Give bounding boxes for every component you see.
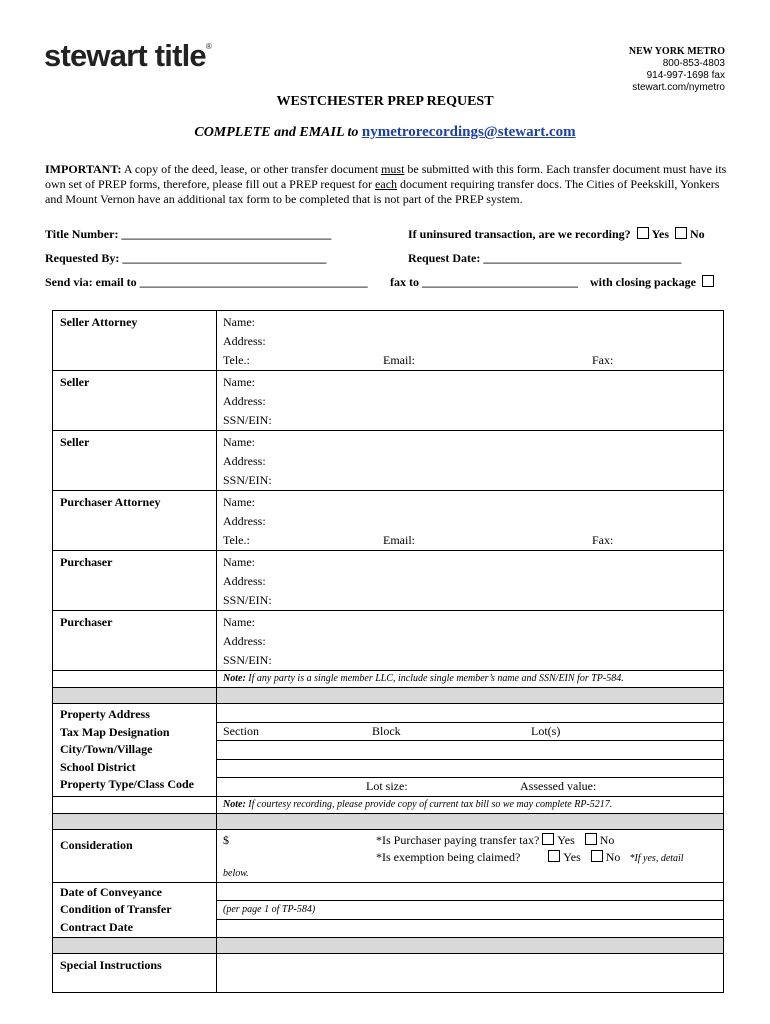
important-text-1: A copy of the deed, lease, or other transfer document bbox=[123, 162, 379, 176]
name-line: Name: bbox=[223, 615, 255, 629]
property-address-field[interactable] bbox=[217, 704, 723, 723]
if-yes-detail-note: *If yes, detail bbox=[629, 852, 684, 864]
gray-cell bbox=[217, 688, 724, 704]
closing-package-checkbox[interactable] bbox=[702, 275, 714, 287]
school-district-field[interactable] bbox=[217, 760, 723, 779]
stewart-title-logo bbox=[44, 38, 211, 74]
address-line: Address: bbox=[223, 394, 266, 408]
party-fields[interactable] bbox=[217, 371, 724, 431]
party-label: Purchaser bbox=[53, 551, 217, 611]
party-row-purchaser-1 bbox=[53, 551, 724, 611]
address-line: Address: bbox=[223, 334, 266, 348]
separator-row bbox=[53, 688, 724, 704]
contract-date-field[interactable] bbox=[217, 920, 723, 938]
exemption-no-checkbox[interactable] bbox=[591, 850, 603, 862]
conveyance-fields[interactable] bbox=[217, 882, 724, 938]
empty-cell bbox=[53, 671, 217, 688]
separator-row bbox=[53, 938, 724, 954]
uninsured-no-checkbox[interactable] bbox=[675, 227, 687, 239]
important-notice bbox=[45, 162, 733, 207]
consideration-row bbox=[53, 829, 724, 882]
logo-text: stewart title bbox=[44, 38, 206, 73]
name-line: Name: bbox=[223, 375, 255, 389]
form-title: WESTCHESTER PREP REQUEST bbox=[276, 94, 494, 109]
important-text-2: be submitted with this form. Each transfer document must have its own set of PREP forms, therefore, please fill out a PREP request for bbox=[45, 162, 727, 191]
exemption-label: *Is exemption being claimed? bbox=[376, 849, 521, 864]
party-row-seller-1 bbox=[53, 371, 724, 431]
note-text: If courtesy recording, please provide copy of current tax bill so we may complete RP-5217. bbox=[248, 798, 613, 810]
contract-date-label: Contract Date bbox=[60, 919, 133, 934]
contact-line bbox=[223, 351, 723, 370]
consideration-line-2 bbox=[223, 849, 723, 866]
registered-mark: ® bbox=[205, 42, 211, 51]
property-labels bbox=[53, 704, 217, 797]
important-text-3: document requiring transfer docs. The Cities of Peekskill, Yonkers and Mount Vernon have an additional tax form to be completed that is not part of the PREP system. bbox=[45, 177, 720, 206]
tele-label: Tele.: bbox=[223, 533, 250, 547]
city-field[interactable] bbox=[217, 741, 723, 760]
property-type-field[interactable] bbox=[217, 778, 723, 796]
city-label: City/Town/Village bbox=[60, 742, 153, 756]
requested-by-field[interactable]: Requested By: __________________________________ bbox=[45, 251, 327, 265]
party-label: Seller bbox=[53, 431, 217, 491]
courtesy-note bbox=[217, 796, 724, 813]
uninsured-yes-checkbox[interactable] bbox=[637, 227, 649, 239]
party-label: Seller bbox=[53, 371, 217, 431]
gray-cell bbox=[217, 813, 724, 829]
consideration-line-1 bbox=[223, 832, 723, 849]
tele-label: Tele.: bbox=[223, 353, 250, 367]
party-row-purchaser-2 bbox=[53, 611, 724, 671]
conveyance-row bbox=[53, 882, 724, 938]
lots-label: Lot(s) bbox=[531, 723, 561, 738]
party-row-seller-attorney bbox=[53, 311, 724, 371]
fax-label: Fax: bbox=[592, 533, 614, 547]
property-fields[interactable] bbox=[217, 704, 724, 797]
name-line: Name: bbox=[223, 315, 255, 329]
llc-note bbox=[217, 671, 724, 688]
special-instructions-label: Special Instructions bbox=[53, 954, 217, 993]
important-label: IMPORTANT: bbox=[45, 162, 122, 176]
closing-package-label: with closing package bbox=[590, 275, 697, 289]
subtitle-prefix: COMPLETE and EMAIL to bbox=[194, 125, 359, 140]
title-number-field[interactable]: Title Number: ___________________________________ bbox=[45, 227, 332, 241]
website: stewart.com/nymetro bbox=[632, 82, 725, 93]
fax-to-field[interactable]: fax to __________________________ bbox=[390, 275, 578, 289]
transfer-tax-yes-checkbox[interactable] bbox=[542, 833, 554, 845]
assessed-value-label: Assessed value: bbox=[520, 779, 597, 793]
no-label: No bbox=[605, 849, 621, 864]
separator-row bbox=[53, 813, 724, 829]
region-label: NEW YORK METRO bbox=[628, 46, 725, 57]
party-label: Seller Attorney bbox=[53, 311, 217, 371]
transfer-tax-question bbox=[376, 832, 614, 849]
party-row-seller-2 bbox=[53, 431, 724, 491]
uninsured-no-label: No bbox=[690, 227, 705, 241]
lot-size-label: Lot size: bbox=[366, 779, 408, 793]
transfer-tax-label: *Is Purchaser paying transfer tax? bbox=[376, 832, 540, 847]
ssn-line: SSN/EIN: bbox=[223, 413, 272, 427]
party-fields[interactable] bbox=[217, 551, 724, 611]
date-of-conveyance-label: Date of Conveyance bbox=[60, 884, 162, 899]
transfer-tax-no-checkbox[interactable] bbox=[585, 833, 597, 845]
yes-label: Yes bbox=[557, 832, 575, 847]
fax-label: Fax: bbox=[592, 353, 614, 367]
ssn-line: SSN/EIN: bbox=[223, 593, 272, 607]
yes-label: Yes bbox=[563, 849, 581, 864]
party-label: Purchaser bbox=[53, 611, 217, 671]
address-line: Address: bbox=[223, 634, 266, 648]
gray-cell bbox=[53, 938, 217, 954]
fax-number: 914-997-1698 fax bbox=[646, 70, 725, 81]
name-line: Name: bbox=[223, 435, 255, 449]
empty-cell bbox=[53, 796, 217, 813]
email-label: Email: bbox=[383, 353, 415, 367]
exemption-question bbox=[376, 849, 684, 867]
party-row-purchaser-attorney bbox=[53, 491, 724, 551]
recording-email-link[interactable]: nymetrorecordings@stewart.com bbox=[361, 124, 576, 140]
important-each: each bbox=[375, 177, 398, 191]
gray-cell bbox=[53, 813, 217, 829]
block-label: Block bbox=[372, 723, 401, 738]
school-district-label: School District bbox=[60, 759, 136, 774]
form-subtitle bbox=[0, 124, 770, 141]
special-instructions-row bbox=[53, 954, 724, 993]
send-via-email-field[interactable]: Send via: email to ______________________________________ bbox=[45, 275, 368, 289]
name-line: Name: bbox=[223, 495, 255, 509]
dollar-sign: $ bbox=[223, 832, 229, 847]
contact-line bbox=[223, 531, 723, 550]
email-label: Email: bbox=[383, 533, 415, 547]
condition-of-transfer-field[interactable]: (per page 1 of TP-584) bbox=[217, 901, 723, 920]
property-row bbox=[53, 704, 724, 797]
party-fields[interactable] bbox=[217, 431, 724, 491]
property-type-label: Property Type/Class Code bbox=[60, 777, 194, 791]
gray-cell bbox=[53, 688, 217, 704]
conveyance-labels bbox=[53, 882, 217, 938]
exemption-yes-checkbox[interactable] bbox=[548, 850, 560, 862]
courtesy-note-row bbox=[53, 796, 724, 813]
below-note: below. bbox=[223, 867, 249, 879]
note-text: If any party is a single member LLC, include single member’s name and SSN/EIN for TP-584. bbox=[248, 673, 624, 684]
party-fields[interactable] bbox=[217, 611, 724, 671]
llc-note-row bbox=[53, 671, 724, 688]
uninsured-label: If uninsured transaction, are we recording? bbox=[408, 227, 631, 241]
property-address-label: Property Address bbox=[60, 707, 150, 721]
no-label: No bbox=[599, 832, 615, 847]
consideration-label: Consideration bbox=[53, 829, 217, 882]
note-label: Note: bbox=[223, 673, 246, 684]
condition-of-transfer-label: Condition of Transfer bbox=[60, 902, 172, 916]
closing-package-option bbox=[590, 275, 717, 290]
party-fields[interactable] bbox=[217, 311, 724, 371]
address-line: Address: bbox=[223, 514, 266, 528]
date-of-conveyance-field[interactable] bbox=[217, 883, 723, 902]
address-line: Address: bbox=[223, 574, 266, 588]
phone-number: 800-853-4803 bbox=[662, 58, 725, 69]
party-fields[interactable] bbox=[217, 491, 724, 551]
tax-map-label: Tax Map Designation bbox=[60, 724, 170, 739]
important-must: must bbox=[381, 162, 405, 176]
name-line: Name: bbox=[223, 555, 255, 569]
prep-request-table bbox=[52, 310, 724, 993]
gray-cell bbox=[217, 938, 724, 954]
uninsured-yes-label: Yes bbox=[651, 227, 670, 241]
section-label: Section bbox=[223, 723, 259, 738]
ssn-line: SSN/EIN: bbox=[223, 473, 272, 487]
note-label: Note: bbox=[223, 798, 246, 810]
ssn-line: SSN/EIN: bbox=[223, 653, 272, 667]
uninsured-question bbox=[408, 227, 705, 242]
contact-block bbox=[629, 46, 725, 94]
consideration-fields[interactable] bbox=[217, 829, 724, 882]
tax-map-field[interactable] bbox=[217, 723, 723, 742]
party-label: Purchaser Attorney bbox=[53, 491, 217, 551]
address-line: Address: bbox=[223, 454, 266, 468]
request-date-field[interactable]: Request Date: _________________________________ bbox=[408, 251, 682, 265]
special-instructions-field[interactable] bbox=[217, 954, 724, 993]
